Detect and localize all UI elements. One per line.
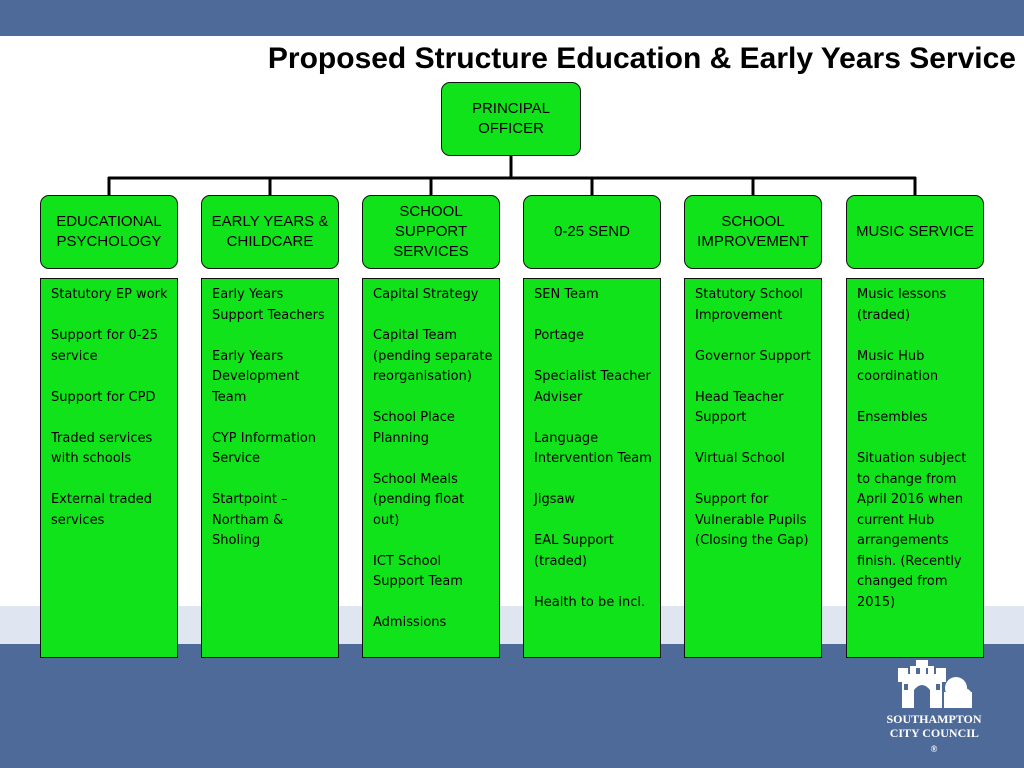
- detail-box-early-years: [201, 278, 339, 658]
- dept-box-music-service: MUSIC SERVICE: [846, 195, 984, 269]
- detail-item: Ensembles: [857, 410, 928, 425]
- detail-item: Music lessons (traded): [857, 287, 947, 323]
- detail-item: Head Teacher Support: [695, 389, 784, 425]
- dept-box-school-improvement: SCHOOL IMPROVEMENT: [684, 195, 822, 269]
- detail-item: Traded services with schools: [51, 430, 153, 466]
- detail-box-send: [523, 278, 661, 658]
- detail-item: Admissions: [373, 615, 447, 630]
- logo-text-line2: [886, 726, 982, 756]
- detail-item: Capital Strategy: [373, 287, 479, 302]
- detail-box-school-improvement: [684, 278, 822, 658]
- detail-item: ICT School Support Team: [373, 553, 463, 589]
- detail-item: Early Years Support Teachers: [212, 287, 325, 323]
- detail-item: Portage: [534, 328, 584, 343]
- dept-box-educational-psychology: EDUCATIONAL PSYCHOLOGY: [40, 195, 178, 269]
- logo-text-line1: SOUTHAMPTON: [886, 712, 982, 726]
- detail-item: Statutory School Improvement: [695, 287, 804, 323]
- detail-box-school-support: [362, 278, 500, 658]
- detail-item: Statutory EP work: [51, 287, 168, 302]
- council-logo: [884, 660, 984, 754]
- detail-item: Music Hub coordination: [857, 348, 939, 384]
- dept-box-send: 0-25 SEND: [523, 195, 661, 269]
- detail-item: SEN Team: [534, 287, 599, 302]
- detail-item: School Meals (pending float out): [373, 471, 465, 528]
- dept-box-early-years: EARLY YEARS & CHILDCARE: [201, 195, 339, 269]
- detail-item: Jigsaw: [534, 492, 576, 507]
- detail-item: School Place Planning: [373, 410, 455, 446]
- detail-item: Governor Support: [695, 348, 811, 364]
- castle-gate-icon: [894, 660, 974, 710]
- detail-item: Situation subject to change from April 2016 when current Hub arrangements finish. (Recently changed from 2015): [857, 451, 967, 610]
- detail-item: Support for Vulnerable Pupils (Closing the Gap): [695, 492, 809, 548]
- logo-text-line2-main: CITY COUNCIL: [889, 726, 979, 740]
- detail-item: Startpoint – Northam & Sholing: [212, 492, 288, 548]
- detail-item: External traded services: [51, 492, 152, 528]
- detail-item: CYP Information Service: [212, 430, 317, 466]
- detail-item: Health to be incl.: [534, 594, 646, 610]
- detail-item: Capital Team (pending separate reorganisation): [373, 328, 493, 384]
- detail-item: Virtual School: [695, 451, 785, 466]
- detail-box-music-service: [846, 278, 984, 658]
- detail-item: Support for CPD: [51, 389, 156, 405]
- detail-box-educational-psychology: [40, 278, 178, 658]
- registered-mark: ®: [930, 744, 938, 754]
- detail-item: Language Intervention Team: [534, 430, 652, 466]
- detail-item: Support for 0-25 service: [51, 328, 159, 364]
- detail-item: Early Years Development Team: [212, 348, 300, 405]
- page-title: Proposed Structure Education & Early Years Service: [267, 42, 1016, 75]
- dept-box-school-support: SCHOOL SUPPORT SERVICES: [362, 195, 500, 269]
- detail-item: Specialist Teacher Adviser: [534, 369, 651, 405]
- detail-item: EAL Support (traded): [534, 533, 614, 569]
- principal-officer-box: PRINCIPAL OFFICER: [441, 82, 581, 156]
